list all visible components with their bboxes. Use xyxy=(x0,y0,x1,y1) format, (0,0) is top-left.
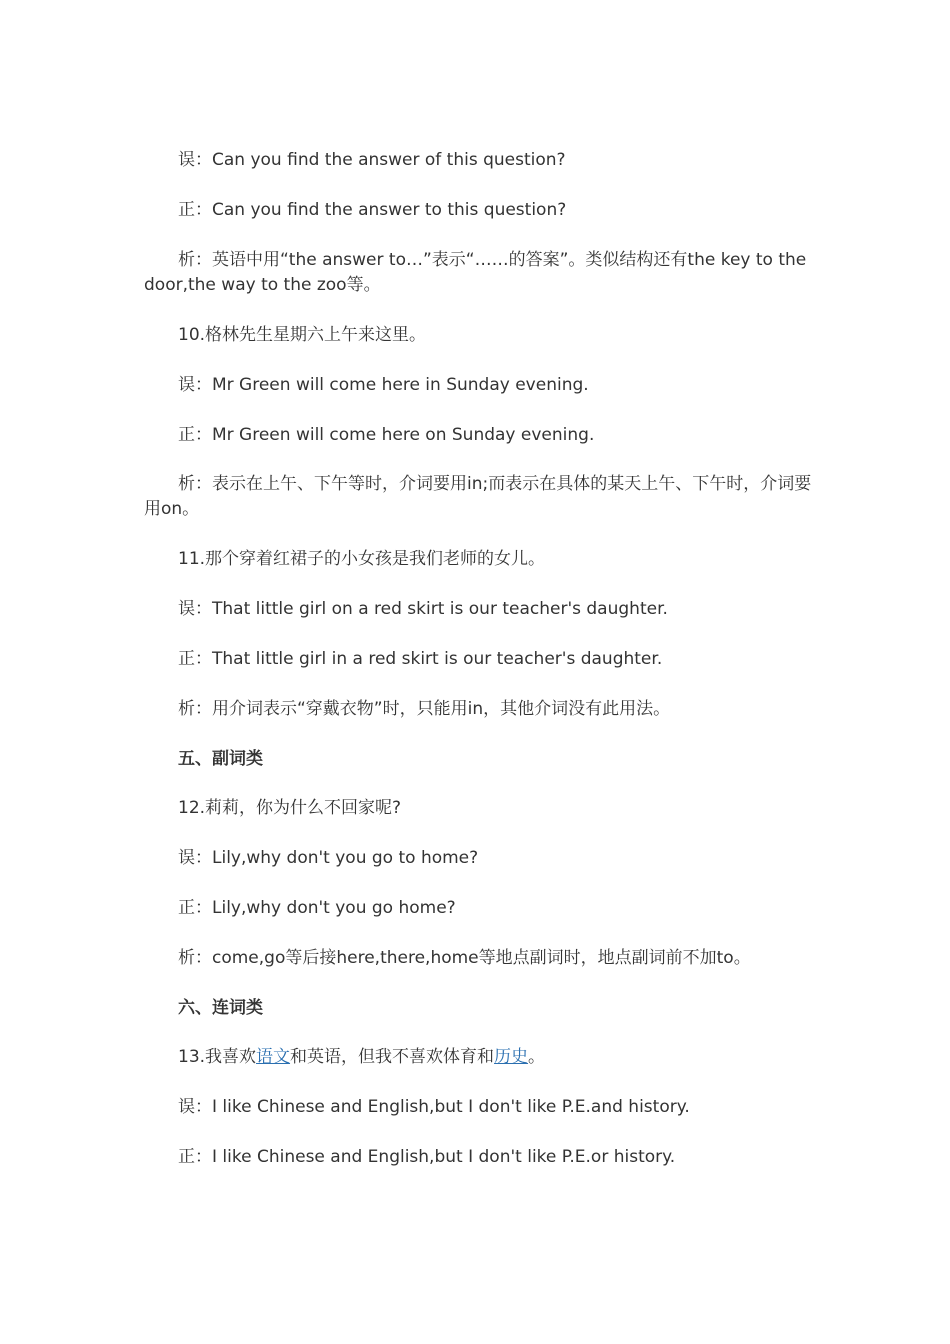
paragraph-label: 正： xyxy=(178,200,212,220)
paragraph-label: 正： xyxy=(178,898,212,918)
section-heading-conjunctions xyxy=(144,996,814,1021)
paragraph-right-13 xyxy=(144,1145,814,1170)
paragraph-label: 正： xyxy=(178,425,212,445)
paragraph-wrong-11 xyxy=(144,597,814,622)
paragraph-text: That little girl in a red skirt is our teacher's daughter. xyxy=(212,649,663,669)
item-sentence: 莉莉，你为什么不回家呢? xyxy=(205,798,402,818)
paragraph-label: 析： xyxy=(178,699,212,719)
paragraph-label: 误： xyxy=(178,150,212,170)
item-12-heading xyxy=(144,796,814,821)
link-chinese[interactable]: 语文 xyxy=(256,1047,291,1067)
paragraph-label: 正： xyxy=(178,649,212,669)
item-number: 12. xyxy=(178,798,206,818)
paragraph-text: Lily,why don't you go to home? xyxy=(212,848,479,868)
item-number: 11. xyxy=(178,549,206,569)
paragraph-label: 析： xyxy=(178,948,212,968)
paragraph-wrong-12 xyxy=(144,846,814,871)
paragraph-text: Can you find the answer of this question? xyxy=(212,150,566,170)
paragraph-right-1 xyxy=(144,198,814,223)
paragraph-right-10 xyxy=(144,423,814,448)
item-sentence-part: 我喜欢 xyxy=(205,1047,257,1067)
item-number: 13. xyxy=(178,1047,206,1067)
paragraph-text: Mr Green will come here in Sunday evening. xyxy=(212,375,589,395)
paragraph-wrong-10 xyxy=(144,373,814,398)
section-heading-text: 六、连词类 xyxy=(178,998,263,1018)
item-number: 10. xyxy=(178,325,206,345)
link-history[interactable]: 历史 xyxy=(494,1047,529,1067)
paragraph-label: 误： xyxy=(178,599,212,619)
item-10-heading xyxy=(144,323,814,348)
paragraph-text: 表示在上午、下午等时，介词要用in;而表示在具体的某天上午、下午时，介词要用on。 xyxy=(144,474,812,519)
paragraph-analysis-11 xyxy=(144,697,814,722)
paragraph-label: 析： xyxy=(178,250,212,270)
paragraph-label: 析： xyxy=(178,474,212,494)
item-11-heading xyxy=(144,547,814,572)
paragraph-right-11 xyxy=(144,647,814,672)
paragraph-wrong-13 xyxy=(144,1095,814,1120)
paragraph-text: 英语中用“the answer to…”表示“……的答案”。类似结构还有the key to the door,the way to the zoo等。 xyxy=(144,250,807,295)
paragraph-right-12 xyxy=(144,896,814,921)
paragraph-text: Lily,why don't you go home? xyxy=(212,898,456,918)
paragraph-text: 用介词表示“穿戴衣物”时，只能用in，其他介词没有此用法。 xyxy=(212,699,671,719)
paragraph-text: Mr Green will come here on Sunday evening. xyxy=(212,425,595,445)
section-heading-adverbs xyxy=(144,747,814,772)
paragraph-label: 正： xyxy=(178,1147,212,1167)
paragraph-analysis-1 xyxy=(144,248,814,298)
paragraph-text: That little girl on a red skirt is our teacher's daughter. xyxy=(212,599,668,619)
item-13-heading xyxy=(144,1045,814,1070)
paragraph-analysis-10 xyxy=(144,472,814,522)
paragraph-text: I like Chinese and English,but I don't like P.E.and history. xyxy=(212,1097,690,1117)
item-sentence: 格林先生星期六上午来这里。 xyxy=(205,325,427,345)
section-heading-text: 五、副词类 xyxy=(178,749,263,769)
paragraph-label: 误： xyxy=(178,1097,212,1117)
paragraph-label: 误： xyxy=(178,848,212,868)
paragraph-label: 误： xyxy=(178,375,212,395)
paragraph-text: Can you find the answer to this question? xyxy=(212,200,567,220)
paragraph-text: I like Chinese and English,but I don't like P.E.or history. xyxy=(212,1147,676,1167)
item-sentence-part: 和英语，但我不喜欢体育和 xyxy=(290,1047,495,1067)
paragraph-text: come,go等后接here,there,home等地点副词时，地点副词前不加to。 xyxy=(212,948,751,968)
item-sentence-part: 。 xyxy=(528,1047,546,1067)
paragraph-wrong-1 xyxy=(144,148,814,173)
paragraph-analysis-12 xyxy=(144,946,814,971)
item-sentence: 那个穿着红裙子的小女孩是我们老师的女儿。 xyxy=(205,549,546,569)
